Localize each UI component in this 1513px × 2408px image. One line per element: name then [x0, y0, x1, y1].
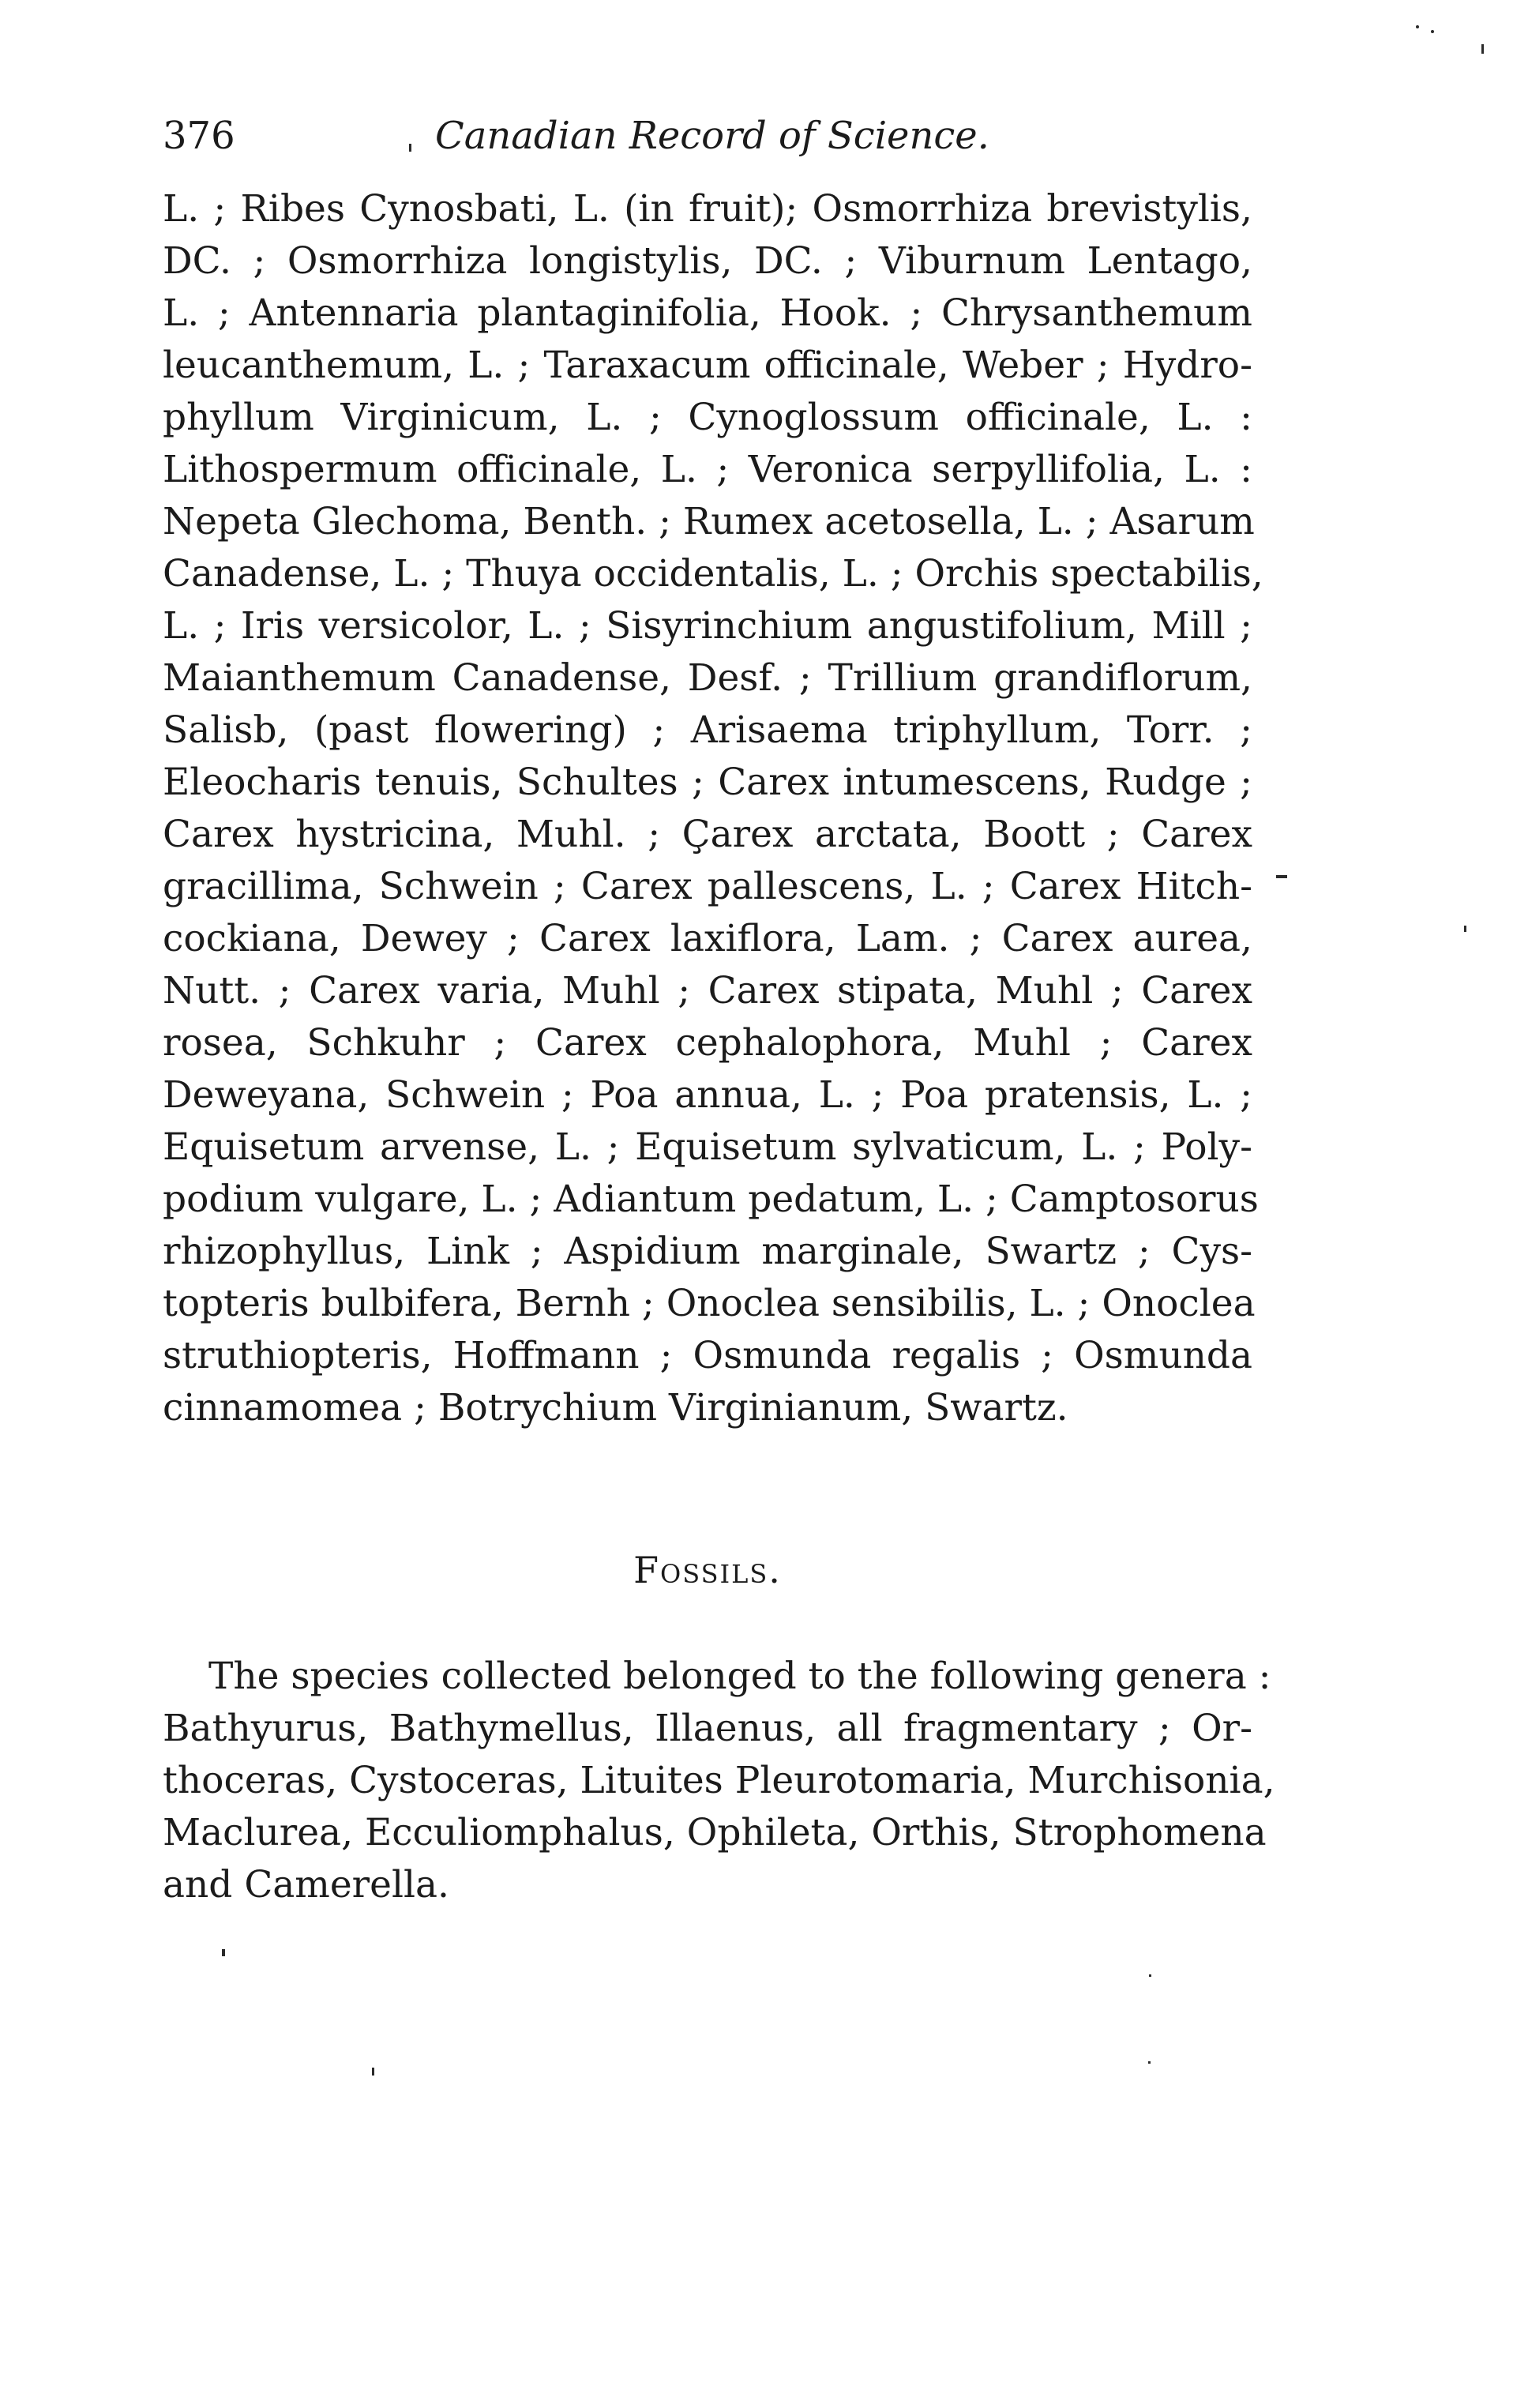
- text-line: podium vulgare, L. ; Adiantum pedatum, L. ; Camptosorus: [163, 1178, 1259, 1221]
- text-line: Maianthemum Canadense, Desf. ; Trillium grandiflorum,: [163, 656, 1252, 700]
- text-line: phyllum Virginicum, L. ; Cynoglossum officinale, L. :: [163, 396, 1252, 439]
- text-line: L. ; Ribes Cynosbati, L. (in fruit); Osmorrhiza brevistylis,: [163, 187, 1252, 231]
- text-line: DC. ; Osmorrhiza longistylis, DC. ; Viburnum Lentago,: [163, 239, 1252, 283]
- print-speck: [1276, 875, 1287, 878]
- text-line: Salisb, (past flowering) ; Arisaema triphyllum, Torr. ;: [163, 708, 1252, 752]
- text-line: and Camerella.: [163, 1863, 449, 1906]
- running-head: [163, 104, 1268, 167]
- text-line: Nepeta Glechoma, Benth. ; Rumex acetosella, L. ; Asarum: [163, 500, 1255, 543]
- text-line: L. ; Antennaria plantaginifolia, Hook. ; Chrysanthemum: [163, 291, 1252, 335]
- text-line: Eleocharis tenuis, Schultes ; Carex intumescens, Rudge ;: [163, 761, 1252, 804]
- text-line: gracillima, Schwein ; Carex pallescens, L. ; Carex Hitch-: [163, 865, 1252, 908]
- text-line: The species collected belonged to the following genera :: [208, 1655, 1271, 1698]
- text-line: leucanthemum, L. ; Taraxacum officinale, Weber ; Hydro-: [163, 344, 1252, 387]
- journal-title: Canadian Record of Science.: [435, 114, 989, 158]
- print-speck: [1148, 2061, 1151, 2064]
- text-line: topteris bulbifera, Bernh ; Onoclea sensibilis, L. ; Onoclea: [163, 1282, 1256, 1325]
- text-line: Carex hystricina, Muhl. ; Çarex arctata, Boott ; Carex: [163, 813, 1252, 856]
- section-heading-fossils: Fossils.: [633, 1549, 782, 1591]
- text-line: cinnamomea ; Botrychium Virginianum, Swartz.: [163, 1386, 1068, 1429]
- print-speck: [1481, 44, 1484, 54]
- text-line: Lithospermum officinale, L. ; Veronica serpyllifolia, L. :: [163, 448, 1252, 491]
- page-number: 376: [163, 114, 235, 158]
- species-list: [163, 183, 1263, 1434]
- text-line: Deweyana, Schwein ; Poa annua, L. ; Poa pratensis, L. ;: [163, 1073, 1252, 1117]
- print-speck: [1416, 25, 1419, 28]
- text-line: L. ; Iris versicolor, L. ; Sisyrinchium angustifolium, Mill ;: [163, 604, 1252, 648]
- print-speck: [1149, 1974, 1151, 1977]
- text-line: rosea, Schkuhr ; Carex cephalophora, Muhl ; Carex: [163, 1021, 1252, 1065]
- print-speck: [222, 1949, 225, 1956]
- text-line: Equisetum arvense, L. ; Equisetum sylvaticum, L. ; Poly-: [163, 1125, 1252, 1169]
- text-line: Canadense, L. ; Thuya occidentalis, L. ; Orchis spectabilis,: [163, 552, 1263, 595]
- fossils-paragraph: [163, 1651, 1275, 1911]
- text-line: rhizophyllus, Link ; Aspidium marginale, Swartz ; Cys-: [163, 1230, 1252, 1273]
- text-line: thoceras, Cystoceras, Lituites Pleurotomaria, Murchisonia,: [163, 1759, 1275, 1802]
- text-line: Maclurea, Ecculiomphalus, Ophileta, Orthis, Strophomena: [163, 1811, 1267, 1854]
- print-speck: [409, 144, 411, 152]
- text-line: struthiopteris, Hoffmann ; Osmunda regalis ; Osmunda: [163, 1334, 1252, 1377]
- print-speck: [1431, 30, 1434, 33]
- text-line: cockiana, Dewey ; Carex laxiflora, Lam. ; Carex aurea,: [163, 917, 1252, 960]
- text-line: Nutt. ; Carex varia, Muhl ; Carex stipata, Muhl ; Carex: [163, 969, 1252, 1012]
- print-speck: [372, 2068, 374, 2076]
- text-line: Bathyurus, Bathymellus, Illaenus, all fragmentary ; Or-: [163, 1707, 1252, 1750]
- print-speck: [1464, 926, 1466, 932]
